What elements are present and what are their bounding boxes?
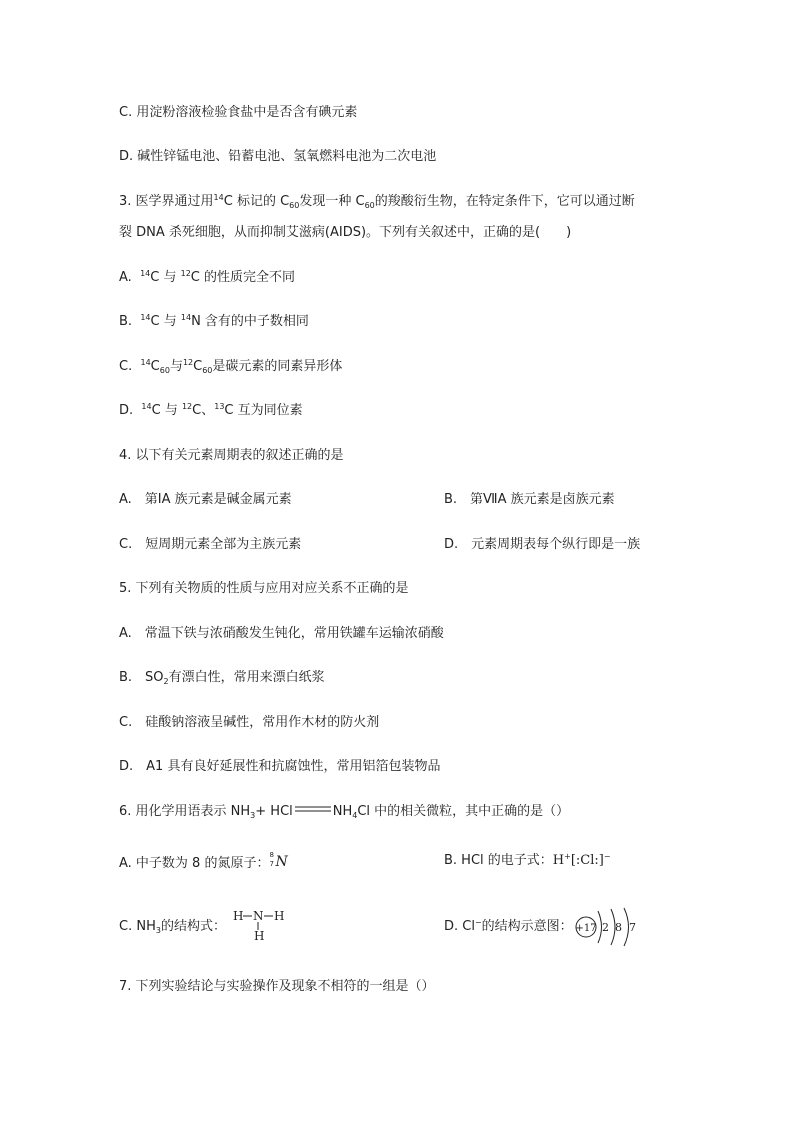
nitrogen-nuclide: 8 7 N: [269, 851, 288, 870]
option-2c: C. 用淀粉溶液检验食盐中是否含有碘元素: [119, 105, 358, 120]
option-6b: B. HCl 的电子式：H+[:Cl:]−: [444, 852, 611, 868]
question-3: 3. 医学界通过用$^{14}$C 标记的 $C_{60}$发现一种 $C_{60}$的羧酸衍生物，在特定条件下，它可以通过断: [119, 193, 635, 210]
question-4: 4. 以下有关元素周期表的叙述正确的是: [119, 448, 344, 463]
option-6c: C. $NH_3$的结构式：: [119, 919, 226, 935]
option-3b: B. $^{14}$C 与 $^{14}$N 含有的中子数相同: [119, 313, 309, 329]
nh3-h-bottom: H: [254, 929, 265, 943]
equals-double-line: [293, 804, 333, 814]
option-5a: A. 常温下铁与浓硝酸发生钝化，常用铁罐车运输浓硝酸: [119, 626, 444, 641]
option-4c: C. 短周期元素全部为主族元素: [119, 537, 302, 552]
shell-3-count: 7: [629, 921, 636, 934]
option-3a: A. $^{14}$C 与 $^{12}$C 的性质完全不同: [119, 269, 296, 285]
nh3-h-right: H: [274, 909, 285, 923]
nh3-h-left: H: [233, 909, 244, 923]
nh3-n: N: [253, 909, 264, 923]
nh3-structural-formula: [231, 907, 291, 943]
option-3d: D. $^{14}$C 与 $^{12}$C、$^{13}$C 互为同位素: [119, 402, 303, 418]
shell-2-count: 8: [615, 921, 622, 934]
question-6: 6. 用化学用语表示 $NH_3+$ HCl $NH_4Cl$ 中的相关微粒，其中正确的是（）: [119, 804, 570, 820]
option-5d: D. A1 具有良好延展性和抗腐蚀性，常用铝箔包装物品: [119, 759, 441, 774]
option-5b: B. $SO_2$有漂白性，常用来漂白纸浆: [119, 670, 325, 686]
option-4a: A. 第ⅠA 族元素是碱金属元素: [119, 492, 292, 507]
question-5: 5. 下列有关物质的性质与应用对应关系不正确的是: [119, 581, 409, 596]
option-6d: D. Cl−的结构示意图：: [444, 918, 573, 934]
option-4d: D. 元素周期表每个纵行即是一族: [444, 537, 641, 552]
question-3-line2: 裂 DNA 杀死细胞，从而抑制艾滋病(AIDS)。下列有关叙述中，正确的是( ): [119, 225, 572, 240]
shell-1-count: 2: [602, 921, 609, 934]
option-6a: A. 中子数为 8 的氮原子： 8 7 N: [119, 851, 288, 871]
option-2d: D. 碱性锌锰电池、铅蓄电池、氢氧燃料电池为二次电池: [119, 149, 437, 164]
hcl-electron-formula: H+[:Cl:]−: [552, 852, 611, 868]
nucleus-charge: +17: [575, 923, 597, 934]
chloride-ion-structure-diagram: [574, 907, 640, 947]
question-7: 7. 下列实验结论与实验操作及现象不相符的一组是（）: [119, 979, 435, 994]
option-4b: B. 第ⅦA 族元素是卤族元素: [444, 492, 615, 507]
option-3c: C. $^{14}C_{60}$与$^{12}C_{60}$是碳元素的同素异形体: [119, 358, 343, 375]
option-5c: C. 硅酸钠溶液呈碱性，常用作木材的防火剂: [119, 715, 380, 730]
